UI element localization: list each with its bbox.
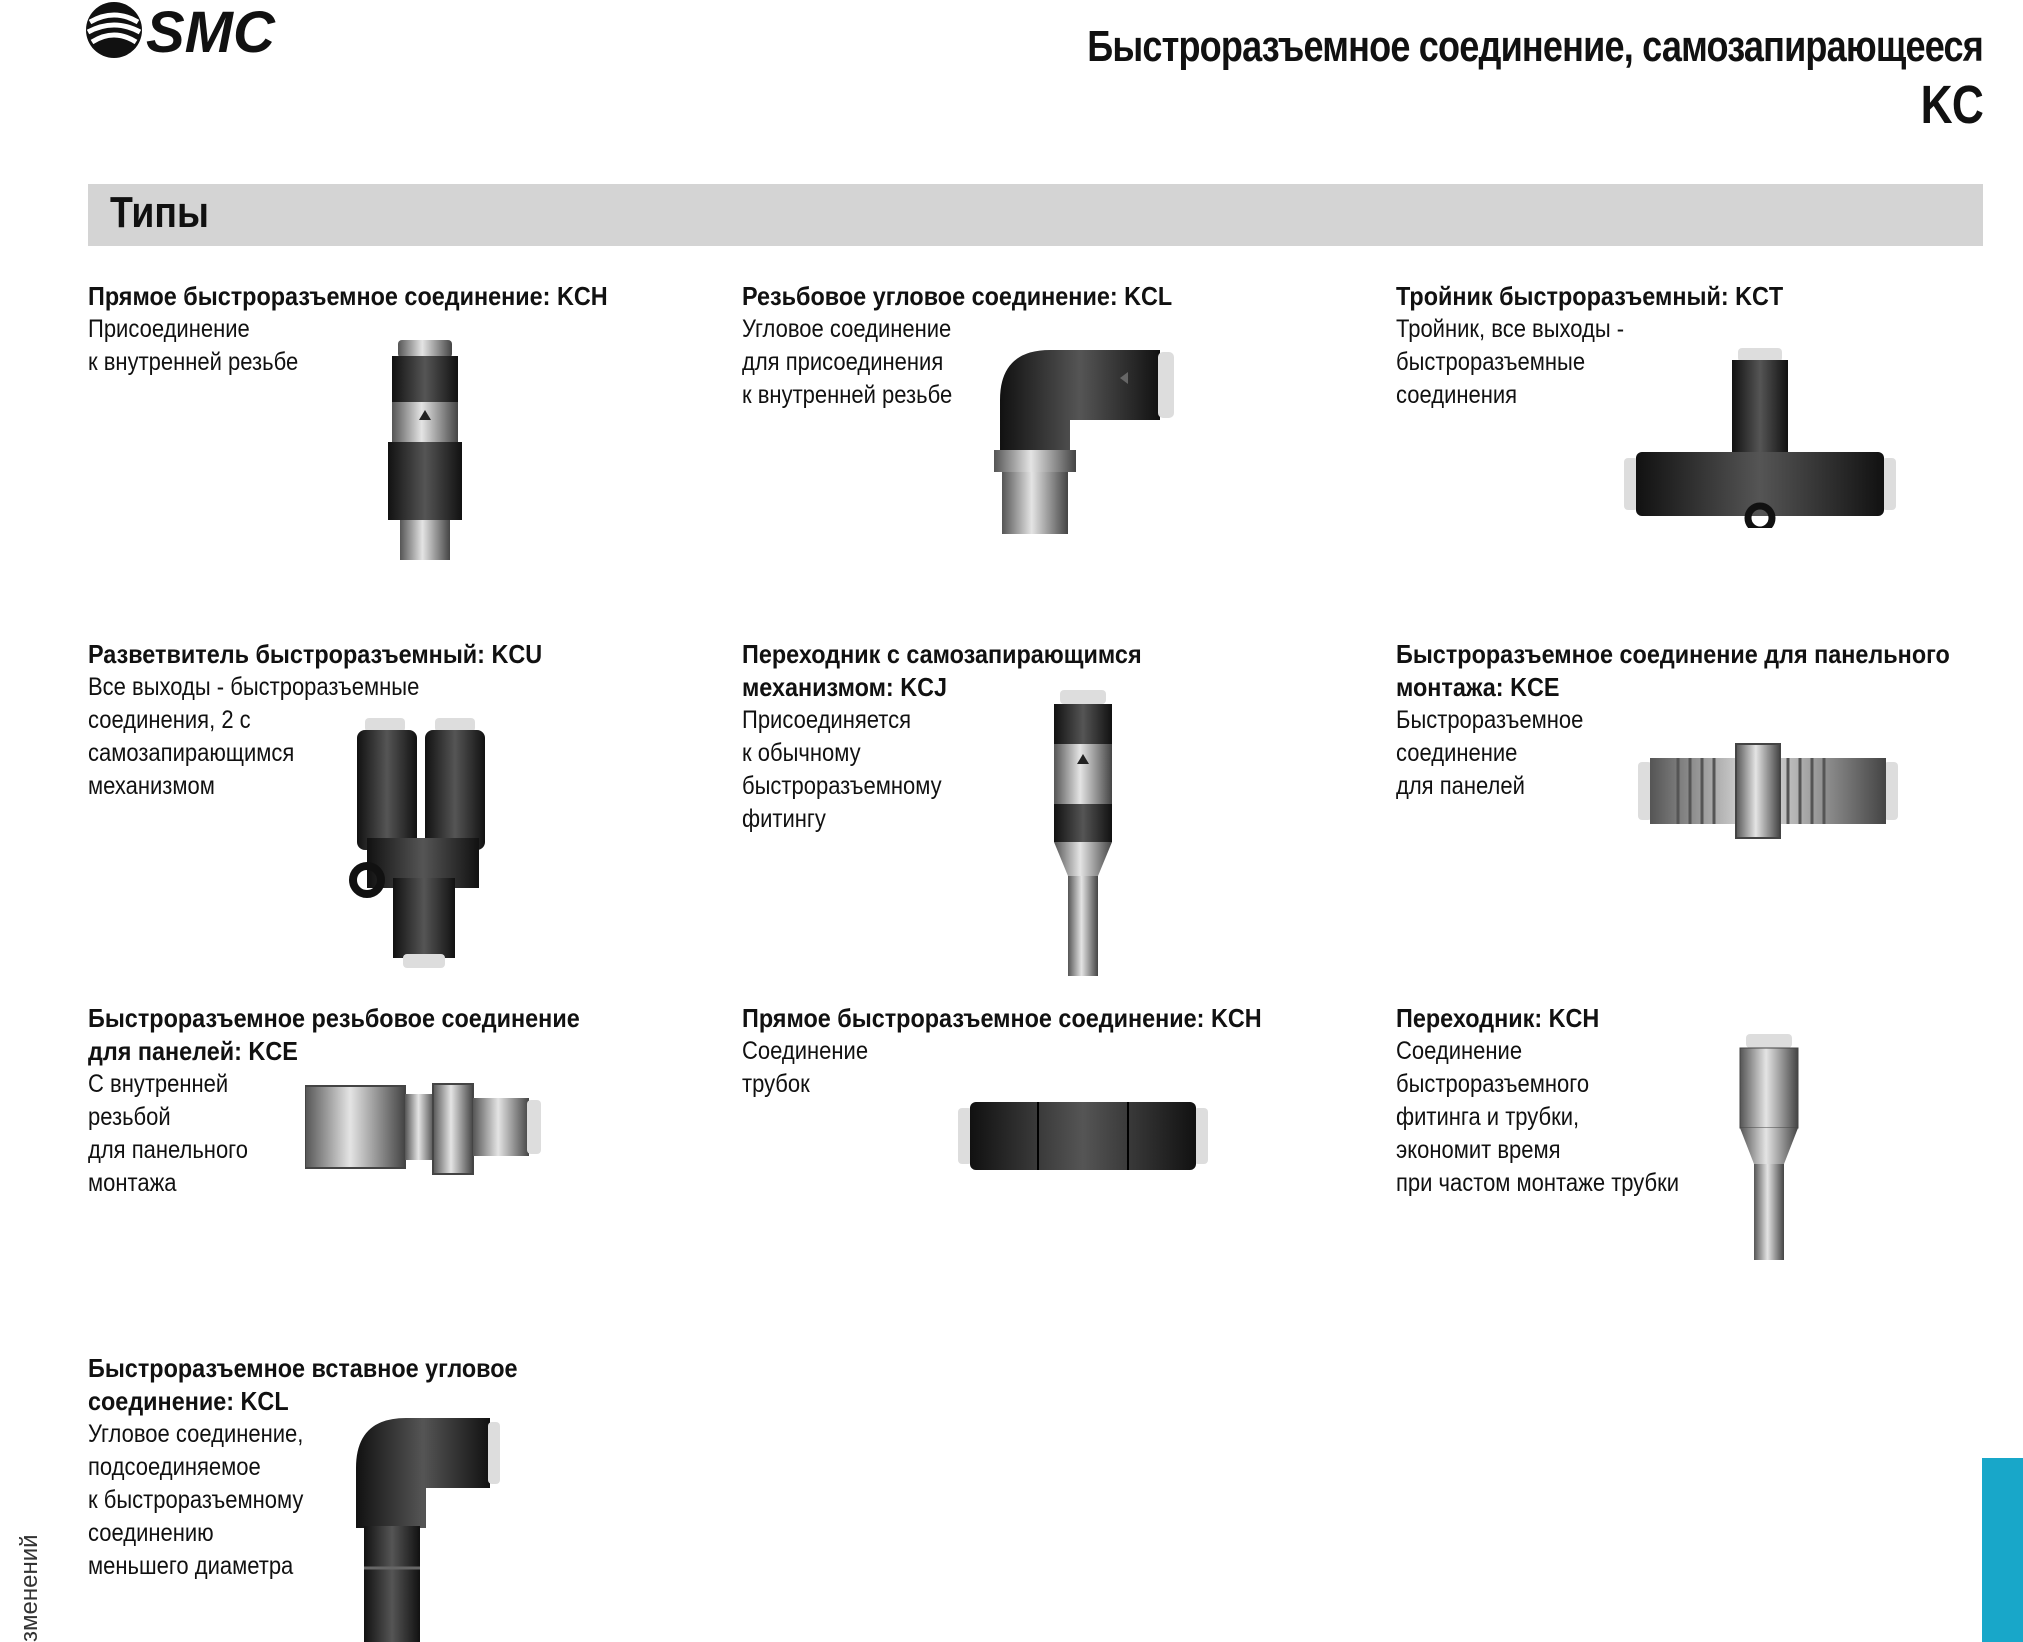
type-item-kch-union <box>742 1002 1382 1101</box>
fitting-kch-union-image <box>958 1098 1208 1174</box>
type-item-heading: Переходник с самозапирающимся механизмом: KCJ <box>742 639 1142 702</box>
page-title-main: Быстроразъемное соединение, самозапирающееся <box>1087 22 1983 71</box>
smc-logo <box>80 0 310 62</box>
section-header <box>88 184 1983 246</box>
type-item-description: Соединение быстроразъемного фитинга и трубки, экономит время при частом монтаже трубки <box>1396 1037 1680 1197</box>
fitting-kcl-elbow-image <box>980 340 1180 540</box>
brand-name: SMC <box>146 0 275 62</box>
type-item-description: Присоединяется к обычному быстроразъемному фитингу <box>742 706 942 833</box>
side-index-tab[interactable] <box>1982 1458 2023 1642</box>
page-title-code: KC <box>1920 75 1983 135</box>
fitting-kcu-y-image <box>345 718 505 970</box>
type-item-description: Все выходы - быстроразъемные соединения, 2 с самозапирающимся механизмом <box>88 673 420 800</box>
fitting-kcj-plug-image <box>1048 690 1118 980</box>
page-title <box>999 18 1983 134</box>
type-item-kch-reducer <box>1396 1002 2023 1200</box>
fitting-kce-bulkhead-image <box>1638 742 1898 842</box>
fitting-kce-female-image <box>305 1080 545 1180</box>
type-item-heading: Быстроразъемное вставное угловое соединение: KCL <box>88 1353 518 1416</box>
type-item-heading: Разветвитель быстроразъемный: KCU <box>88 639 543 669</box>
type-item-heading: Прямое быстроразъемное соединение: KCH <box>742 1003 1262 1033</box>
type-item-description: Соединение трубок <box>742 1037 869 1098</box>
type-item-description: Угловое соединение, подсоединяемое к быстроразъемному соединению меньшего диаметра <box>88 1420 304 1580</box>
type-item-description: Тройник, все выходы - быстроразъемные соединения <box>1396 315 1625 409</box>
fitting-kch-plug-image <box>1734 1034 1804 1264</box>
type-item-description: С внутренней резьбой для панельного монтажа <box>88 1070 248 1197</box>
type-item-heading: Резьбовое угловое соединение: KCL <box>742 281 1173 311</box>
fitting-kch-straight-image <box>380 340 470 560</box>
type-item-heading: Быстроразъемное соединение для панельного монтажа: KCE <box>1396 639 1950 702</box>
fitting-kct-tee-image <box>1620 348 1900 528</box>
type-item-heading: Быстроразъемное резьбовое соединение для панелей: KCE <box>88 1003 580 1066</box>
type-item-description: Присоединение к внутренней резьбе <box>88 315 299 376</box>
fitting-kcl-plug-in-elbow-image <box>350 1418 500 1642</box>
type-item-heading: Прямое быстроразъемное соединение: KCH <box>88 281 608 311</box>
type-item-heading: Переходник: KCH <box>1396 1003 1600 1033</box>
type-item-description: Угловое соединение для присоединения к внутренней резьбе <box>742 315 953 409</box>
side-margin-text: зменений <box>16 1534 43 1642</box>
type-item-description: Быстроразъемное соединение для панелей <box>1396 706 1584 800</box>
section-title: Типы <box>110 188 209 237</box>
type-item-heading: Тройник быстроразъемный: KCT <box>1396 281 1784 311</box>
